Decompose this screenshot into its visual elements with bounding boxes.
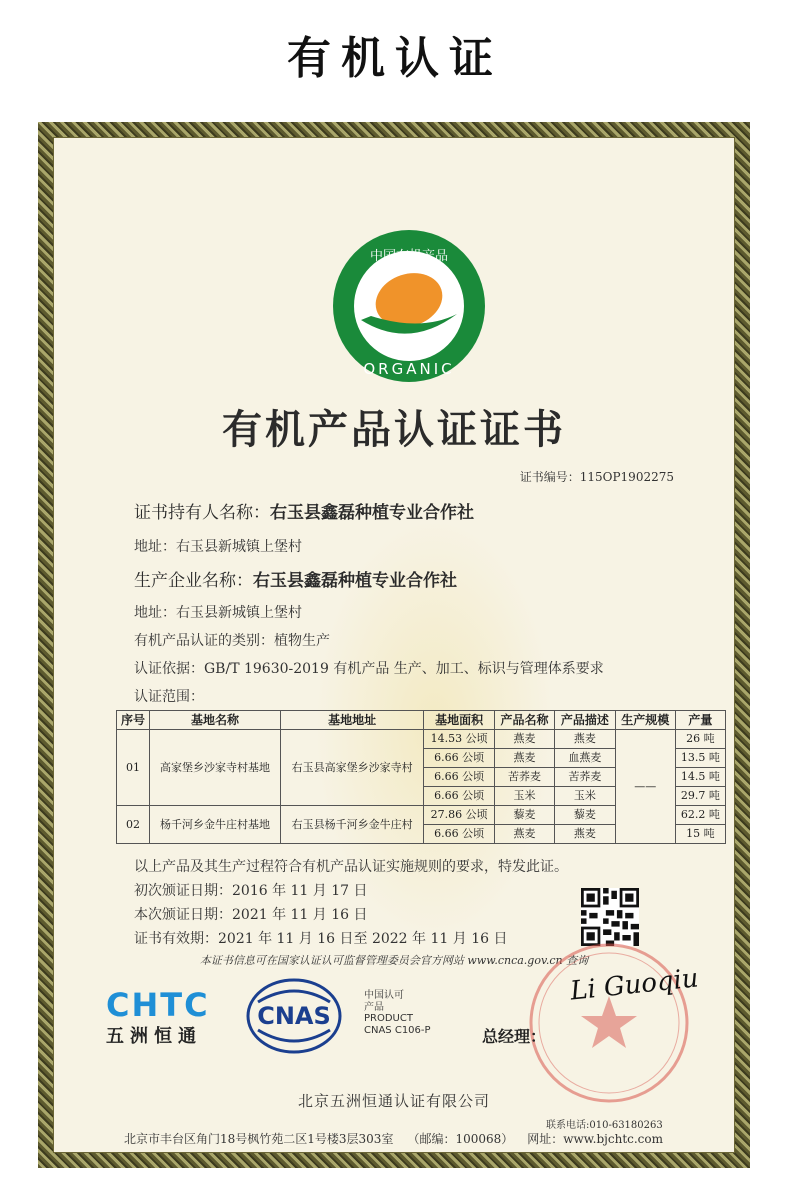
certificate-frame xyxy=(38,122,750,1168)
producer-line xyxy=(134,566,457,591)
cell-yield: 29.7 吨 xyxy=(675,787,725,806)
postcode: （邮编：100068） xyxy=(407,1132,514,1146)
cnas-logo-icon xyxy=(244,976,344,1056)
signature-text: Li Guoqiu xyxy=(568,963,700,1007)
cell-yield: 14.5 吨 xyxy=(675,768,725,787)
product-mark-line: 产品 xyxy=(364,1001,384,1013)
holder-address: 地址：右玉县新城镇上堡村 xyxy=(134,539,302,555)
chtc-logo xyxy=(106,988,210,1048)
cell-scale: —— xyxy=(615,730,675,844)
cell-desc: 苦荞麦 xyxy=(555,768,615,787)
cell-product: 燕麦 xyxy=(494,825,554,844)
issuing-company: 北京五洲恒通认证有限公司 xyxy=(297,1092,490,1110)
holder-label: 证书持有人名称： xyxy=(134,503,270,523)
first-issue-date: 初次颁证日期：2016 年 11 月 17 日 xyxy=(134,883,368,899)
cell-area: 6.66 公顷 xyxy=(424,787,495,806)
cell-product: 苦荞麦 xyxy=(494,768,554,787)
producer-name: 右玉县鑫磊种植专业合作社 xyxy=(253,571,457,591)
product-mark-line: CNAS C106-P xyxy=(364,1024,431,1036)
table-header: 基地面积 xyxy=(424,711,495,730)
statement: 以上产品及其生产过程符合有机产品认证实施规则的要求，特发此证。 xyxy=(134,859,568,875)
table-header: 产品描述 xyxy=(555,711,615,730)
cell-area: 27.86 公顷 xyxy=(424,806,495,825)
table-header: 产量 xyxy=(675,711,725,730)
producer-label: 生产企业名称： xyxy=(134,571,253,591)
cell-yield: 62.2 吨 xyxy=(675,806,725,825)
website: 网址：www.bjchtc.com xyxy=(527,1132,664,1146)
company-address-line xyxy=(124,1130,677,1147)
certificate-title: 有机产品认证证书 xyxy=(222,407,566,453)
table-header: 基地地址 xyxy=(280,711,423,730)
product-mark-line: 中国认可 xyxy=(364,990,404,1001)
cell-product: 玉米 xyxy=(494,787,554,806)
table-header: 产品名称 xyxy=(494,711,554,730)
cell-product: 燕麦 xyxy=(494,730,554,749)
certificate-number xyxy=(520,468,674,485)
logo-en-text: ORGANIC xyxy=(363,360,455,378)
cell-product: 藜麦 xyxy=(494,806,554,825)
cell-yield: 26 吨 xyxy=(675,730,725,749)
company-address: 北京市丰台区角门18号枫竹苑二区1号楼3层303室 xyxy=(124,1132,394,1146)
cell-area: 6.66 公顷 xyxy=(424,768,495,787)
table-header: 生产规模 xyxy=(615,711,675,730)
cell-address: 右玉县杨千河乡金牛庄村 xyxy=(280,806,423,844)
this-issue-date: 本次颁证日期：2021 年 11 月 16 日 xyxy=(134,907,368,923)
company-seal-icon xyxy=(524,938,694,1108)
logo-arc-text: 中国有机产品 xyxy=(369,249,449,264)
cell-no: 02 xyxy=(117,806,150,844)
cell-desc: 藜麦 xyxy=(555,806,615,825)
chtc-name: 五洲恒通 xyxy=(106,1026,202,1047)
cell-area: 14.53 公顷 xyxy=(424,730,495,749)
validity-period: 证书有效期：2021 年 11 月 16 日至 2022 年 11 月 16 日 xyxy=(134,931,508,947)
scope-label: 认证范围： xyxy=(134,689,204,705)
product-accreditation-mark xyxy=(364,990,431,1036)
verification-notice: 本证书信息可在国家认证认可监督管理委员会官方网站 www.cnca.gov.cn 查询 xyxy=(199,954,589,967)
cell-area: 6.66 公顷 xyxy=(424,749,495,768)
holder-name: 右玉县鑫磊种植专业合作社 xyxy=(270,503,474,523)
table-row xyxy=(117,730,726,749)
certification-category: 有机产品认证的类别：植物生产 xyxy=(134,633,330,649)
cell-desc: 玉米 xyxy=(555,787,615,806)
table-header-row xyxy=(117,711,726,730)
cell-area: 6.66 公顷 xyxy=(424,825,495,844)
cnas-logo-text: CNAS xyxy=(257,1002,331,1030)
product-mark-line: PRODUCT xyxy=(364,1013,413,1024)
scope-table xyxy=(116,710,726,844)
cell-yield: 13.5 吨 xyxy=(675,749,725,768)
holder-line xyxy=(134,498,474,523)
number-value: 115OP1902275 xyxy=(579,470,674,484)
chtc-logo-text: CHTC xyxy=(106,986,210,1024)
contact-phone: 联系电话:010-63180263 xyxy=(546,1120,663,1131)
cell-no: 01 xyxy=(117,730,150,806)
certification-basis: 认证依据：GB/T 19630-2019 有机产品 生产、加工、标识与管理体系要求 xyxy=(134,661,604,677)
cell-desc: 血燕麦 xyxy=(555,749,615,768)
cell-base: 杨千河乡金牛庄村基地 xyxy=(150,806,281,844)
organic-logo-icon xyxy=(331,228,487,384)
general-manager-label: 总经理： xyxy=(482,1027,547,1046)
certificate-body xyxy=(53,137,735,1153)
page-title: 有机认证 xyxy=(287,33,503,84)
table-header: 序号 xyxy=(117,711,150,730)
number-label: 证书编号： xyxy=(519,470,580,484)
cell-base: 高家堡乡沙家寺村基地 xyxy=(150,730,281,806)
producer-address: 地址：右玉县新城镇上堡村 xyxy=(134,605,302,621)
cell-yield: 15 吨 xyxy=(675,825,725,844)
cell-address: 右玉县高家堡乡沙家寺村 xyxy=(280,730,423,806)
cell-desc: 燕麦 xyxy=(555,825,615,844)
table-header: 基地名称 xyxy=(150,711,281,730)
cell-product: 燕麦 xyxy=(494,749,554,768)
cell-desc: 燕麦 xyxy=(555,730,615,749)
